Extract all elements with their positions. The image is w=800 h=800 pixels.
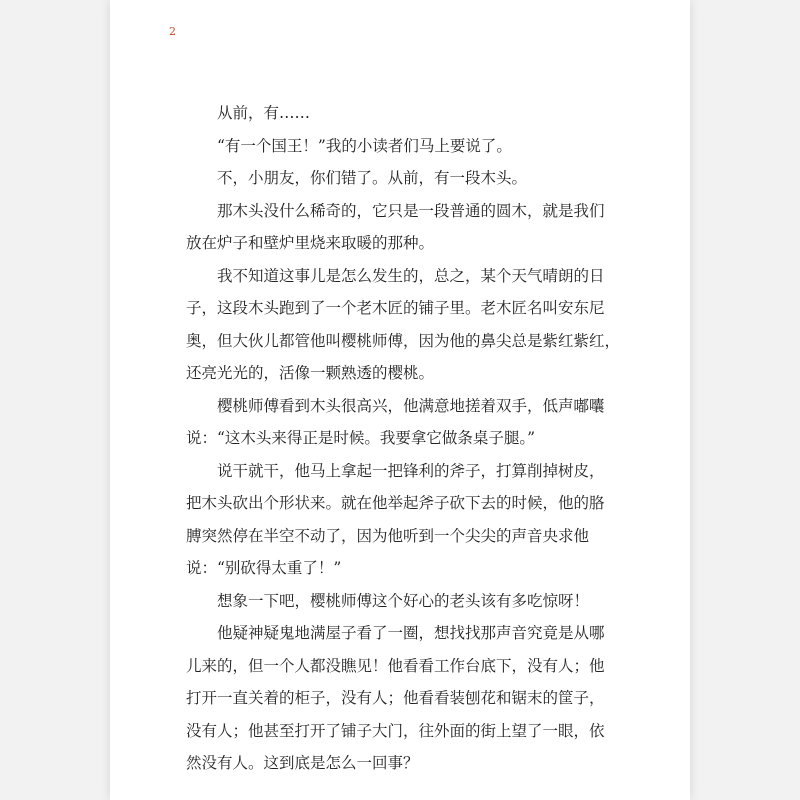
page-body-text	[186, 97, 626, 780]
paragraph	[186, 130, 626, 163]
text-line: 那木头没什么稀奇的，它只是一段普通的圆木，就是我们	[217, 201, 605, 220]
text-line: 子，这段木头跑到了一个老木匠的铺子里。老木匠名叫安东尼	[186, 299, 605, 317]
paragraph	[186, 617, 626, 780]
paragraph	[186, 455, 626, 585]
paragraph	[186, 97, 626, 130]
paragraph	[186, 162, 626, 195]
text-line: 从前，有……	[217, 104, 311, 122]
text-line: 然没有人。这到底是怎么一回事？	[186, 754, 419, 772]
text-line: 说干就干，他马上拿起一把锋利的斧子，打算削掉树皮，	[217, 461, 605, 480]
page-number: 2	[169, 25, 176, 38]
paragraph	[186, 260, 626, 390]
text-line: 说：“这木头来得正是时候。我要拿它做条桌子腿。”	[186, 429, 536, 447]
text-line: 打开一直关着的柜子，没有人；他看看装刨花和锯末的筐子，	[186, 689, 605, 707]
text-line: 还亮光光的，活像一颗熟透的樱桃。	[186, 364, 435, 382]
text-line: 放在炉子和壁炉里烧来取暖的那种。	[186, 234, 435, 252]
paragraph	[186, 195, 626, 260]
text-line: 樱桃师傅看到木头很高兴，他满意地搓着双手，低声嘟囔	[217, 396, 605, 415]
text-line: 说：“别砍得太重了！”	[186, 559, 342, 577]
text-line: 奥，但大伙儿都管他叫樱桃师傅，因为他的鼻尖总是紫红紫红，	[186, 331, 621, 350]
text-line: 不，小朋友，你们错了。从前，有一段木头。	[217, 169, 528, 187]
paragraph	[186, 390, 626, 455]
text-line: “有一个国王！”我的小读者们马上要说了。	[217, 136, 512, 155]
text-line: 想象一下吧，樱桃师傅这个好心的老头该有多吃惊呀！	[217, 591, 590, 610]
text-line: 我不知道这事儿是怎么发生的，总之，某个天气晴朗的日	[217, 266, 605, 285]
text-line: 膊突然停在半空不动了，因为他听到一个尖尖的声音央求他	[186, 526, 590, 545]
text-line: 把木头砍出个形状来。就在他举起斧子砍下去的时候，他的胳	[186, 494, 605, 512]
book-page	[110, 0, 690, 800]
text-line: 儿来的，但一个人都没瞧见！他看看工作台底下，没有人；他	[186, 656, 605, 675]
paragraph	[186, 585, 626, 618]
text-line: 没有人；他甚至打开了铺子大门，往外面的街上望了一眼，依	[186, 721, 605, 740]
text-line: 他疑神疑鬼地满屋子看了一圈，想找找那声音究竟是从哪	[217, 624, 605, 642]
